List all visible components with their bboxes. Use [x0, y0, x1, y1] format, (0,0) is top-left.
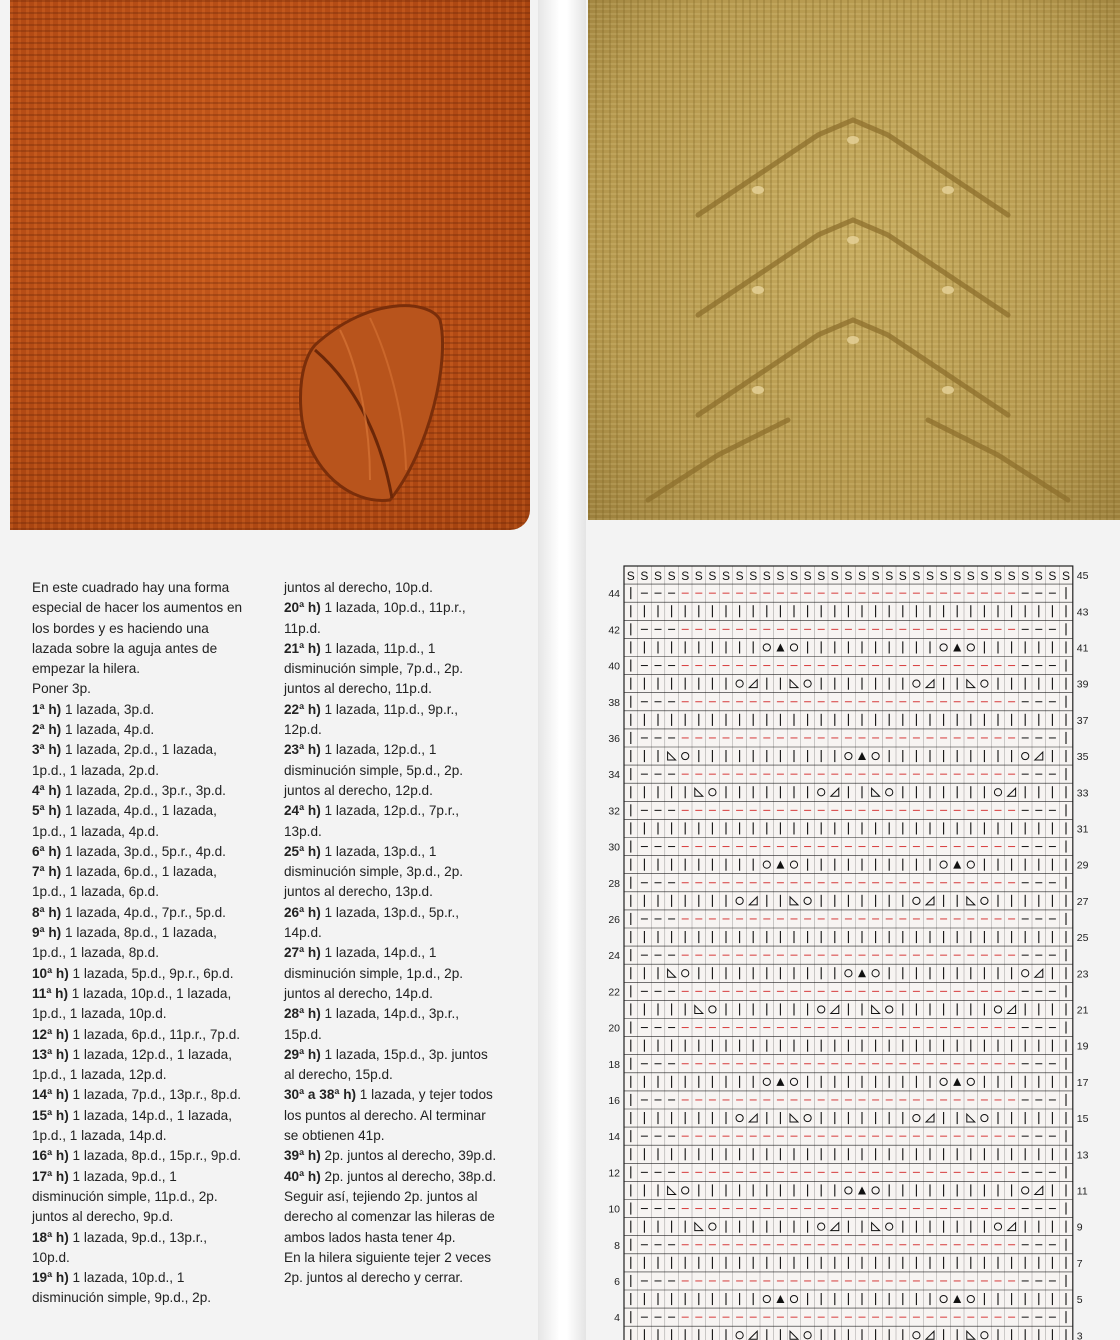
row-number: 15ª h) [32, 1107, 69, 1123]
instruction-line [32, 822, 272, 842]
instruction-text: al derecho, 15p.d. [284, 1067, 393, 1083]
instruction-line [284, 964, 536, 984]
instruction-line [284, 1248, 536, 1268]
border-stitch-symbol: S [912, 569, 921, 584]
instruction-line [32, 923, 272, 943]
row-label-left: 34 [608, 769, 620, 782]
instruction-line [284, 1187, 536, 1207]
row-label-left: 10 [608, 1203, 620, 1216]
row-number: 8ª h) [32, 904, 62, 920]
instruction-line [32, 679, 272, 699]
instruction-line [284, 781, 536, 801]
row-number: 3ª h) [32, 742, 62, 758]
border-stitch-symbol: S [1061, 569, 1071, 584]
border-stitch-symbol: S [721, 569, 731, 584]
border-stitch-symbol: S [898, 569, 907, 584]
row-number: 11ª h) [32, 985, 69, 1001]
instruction-line [32, 882, 272, 902]
instruction-line [32, 862, 272, 882]
instruction-text: juntos al derecho, 14p.d. [284, 985, 433, 1001]
row-number: 40ª h) [284, 1168, 321, 1184]
row-label-right: 15 [1076, 1113, 1089, 1126]
instruction-text: 1p.d., 1 lazada, 6p.d. [32, 884, 159, 900]
instruction-line [284, 740, 536, 760]
row-label-left: 32 [608, 805, 620, 818]
row-number: 20ª h) [284, 600, 321, 616]
instruction-text: 1 lazada, 8p.d., 1 lazada, [61, 925, 217, 941]
instruction-line [32, 1228, 272, 1248]
row-label-left: 36 [608, 732, 620, 745]
row-label-left: 16 [608, 1094, 620, 1107]
row-label-right: 43 [1076, 606, 1089, 619]
instruction-text: 13p.d. [284, 823, 322, 839]
row-label-left: 18 [608, 1058, 620, 1071]
instruction-text: 1 lazada, 2p.d., 1 lazada, [61, 742, 217, 758]
instruction-line [32, 598, 272, 618]
instruction-line [32, 943, 272, 963]
instruction-line [284, 1126, 536, 1146]
instruction-line [284, 882, 536, 902]
instruction-line [32, 740, 272, 760]
row-label-right: 27 [1076, 895, 1089, 908]
knitting-chart [586, 0, 1120, 1340]
row-label-right: 39 [1076, 678, 1089, 691]
row-number: 13ª h) [32, 1046, 69, 1062]
instructions-column-1 [32, 578, 272, 1309]
instruction-text: juntos al derecho, 13p.d. [284, 884, 433, 900]
instruction-text: 10p.d. [32, 1249, 70, 1265]
instruction-text: 1p.d., 1 lazada, 8p.d. [32, 945, 159, 961]
row-number: 9ª h) [32, 925, 62, 941]
row-label-right: 5 [1076, 1294, 1083, 1307]
row-label-right: 29 [1076, 859, 1089, 872]
instruction-line [284, 1106, 536, 1126]
instruction-line [284, 1207, 536, 1227]
row-label-right: 37 [1076, 714, 1089, 727]
row-label-right: 11 [1076, 1185, 1088, 1198]
border-stitch-symbol: S [939, 569, 948, 584]
instruction-line [32, 1085, 272, 1105]
instruction-text: 1 lazada, 9p.d., 13p.r., [68, 1229, 208, 1245]
instruction-text: empezar la hilera. [32, 661, 141, 677]
instruction-line [284, 639, 536, 659]
instruction-text: 1 lazada, 4p.d. [61, 722, 155, 738]
row-number: 28ª h) [284, 1006, 321, 1022]
instruction-line [284, 619, 536, 639]
row-label-left: 38 [608, 696, 620, 709]
row-number: 12ª h) [32, 1026, 69, 1042]
row-number: 10ª h) [32, 965, 69, 981]
instruction-line [32, 1065, 272, 1085]
instruction-line [32, 1146, 272, 1166]
instruction-line [284, 903, 536, 923]
instruction-text: 1 lazada, 11p.d., 9p.r., [320, 701, 459, 717]
instruction-text: 1 lazada, 10p.d., 11p.r., [320, 600, 466, 616]
row-number: 18ª h) [32, 1229, 69, 1245]
row-number: 27ª h) [284, 945, 321, 961]
instruction-line [32, 761, 272, 781]
instruction-text: 1p.d., 1 lazada, 2p.d. [32, 762, 159, 778]
row-label-right: 9 [1076, 1221, 1083, 1234]
instruction-text: disminución simple, 9p.d., 2p. [32, 1290, 212, 1306]
instruction-text: 1p.d., 1 lazada, 4p.d. [32, 823, 159, 839]
border-stitch-symbol: S [681, 569, 690, 584]
row-number: 22ª h) [284, 701, 321, 717]
row-label-left: 22 [608, 986, 620, 999]
border-stitch-symbol: S [925, 569, 935, 584]
instruction-line [284, 984, 536, 1004]
instruction-line [284, 720, 536, 740]
instruction-text: 1 lazada, y tejer todos [356, 1087, 493, 1103]
instruction-line [284, 1167, 536, 1187]
row-label-left: 44 [608, 588, 620, 601]
instruction-line [32, 659, 272, 679]
instruction-text: los bordes y es haciendo una [32, 620, 209, 636]
row-number: 26ª h) [284, 904, 321, 920]
instruction-text: 1 lazada, 14p.d., 3p.r., [320, 1006, 460, 1022]
instruction-line [32, 720, 272, 740]
instruction-text: 1 lazada, 6p.d., 1 lazada, [61, 864, 217, 880]
row-label-right: 35 [1076, 751, 1089, 764]
instruction-text: derecho al comenzar las hileras de [284, 1209, 495, 1225]
row-label-right: 13 [1076, 1149, 1089, 1162]
instruction-text: 1 lazada, 9p.d., 1 [68, 1168, 177, 1184]
instruction-text: 2p. juntos al derecho, 39p.d. [320, 1148, 497, 1164]
row-number: 29ª h) [284, 1046, 321, 1062]
border-stitch-symbol: S [857, 569, 867, 584]
border-stitch-symbol: S [844, 569, 853, 584]
instruction-line [32, 1167, 272, 1187]
instruction-text: 1 lazada, 15p.d., 3p. juntos [320, 1046, 488, 1062]
row-label-left: 28 [608, 877, 620, 890]
instruction-text: En este cuadrado hay una forma [32, 580, 230, 595]
instruction-line [284, 679, 536, 699]
row-number: 2ª h) [32, 722, 62, 738]
instruction-text: 1 lazada, 12p.d., 1 [320, 742, 437, 758]
border-stitch-symbol: S [789, 569, 799, 584]
instruction-text: Poner 3p. [32, 681, 91, 697]
row-number: 4ª h) [32, 782, 62, 798]
border-stitch-symbol: S [817, 569, 826, 584]
row-label-left: 40 [608, 660, 620, 673]
row-number: 6ª h) [32, 843, 62, 859]
instruction-text: 1 lazada, 14p.d., 1 [320, 945, 437, 961]
instruction-text: 1 lazada, 4p.d., 7p.r., 5p.d. [61, 904, 226, 920]
instruction-line [32, 781, 272, 801]
instruction-line [284, 862, 536, 882]
border-stitch-symbol: S [1021, 569, 1030, 584]
instruction-text: juntos al derecho, 12p.d. [284, 782, 433, 798]
row-number: 24ª h) [284, 803, 321, 819]
instruction-line [284, 842, 536, 862]
instruction-text: 12p.d. [284, 722, 322, 738]
instruction-line [284, 822, 536, 842]
instruction-line [284, 1228, 536, 1248]
border-stitch-symbol: S [694, 569, 703, 584]
border-stitch-symbol: S [803, 569, 812, 584]
row-number: 17ª h) [32, 1168, 69, 1184]
border-stitch-symbol: S [667, 569, 676, 584]
row-label-left: 30 [608, 841, 620, 854]
instruction-text: 1 lazada, 12p.d., 1 lazada, [68, 1046, 233, 1062]
row-label-right: 41 [1076, 642, 1089, 655]
instruction-text: 1 lazada, 14p.d., 1 lazada, [68, 1107, 233, 1123]
border-stitch-symbol: S [776, 569, 785, 584]
instruction-text: juntos al derecho, 11p.d. [284, 681, 432, 697]
row-label-left: 24 [608, 950, 620, 963]
instruction-text: 1 lazada, 12p.d., 7p.r., [320, 803, 460, 819]
row-label-left: 6 [614, 1275, 620, 1288]
instruction-text: los puntos al derecho. Al terminar [284, 1107, 486, 1123]
instruction-text: 1 lazada, 8p.d., 15p.r., 9p.d. [68, 1148, 242, 1164]
border-stitch-symbol: S [1048, 569, 1057, 584]
row-label-right: 45 [1076, 570, 1089, 583]
instruction-text: disminución simple, 5p.d., 2p. [284, 762, 464, 778]
instruction-line [284, 1045, 536, 1065]
row-label-right: 21 [1076, 1004, 1089, 1017]
instruction-text: 1p.d., 1 lazada, 10p.d. [32, 1006, 167, 1022]
row-number: 1ª h) [32, 701, 62, 717]
instruction-line [32, 1045, 272, 1065]
border-stitch-symbol: S [708, 569, 717, 584]
row-label-left: 26 [608, 913, 620, 926]
row-number: 19ª h) [32, 1270, 69, 1286]
instruction-line [32, 842, 272, 862]
instruction-line [284, 598, 536, 618]
instruction-text: En la hilera siguiente tejer 2 veces [284, 1249, 492, 1265]
book-gutter [538, 0, 586, 1340]
row-label-left: 8 [614, 1239, 620, 1252]
instruction-text: juntos al derecho, 10p.d. [284, 580, 433, 595]
instruction-line [32, 619, 272, 639]
instruction-text: 1 lazada, 11p.d., 1 [320, 640, 436, 656]
row-label-left: 14 [608, 1131, 620, 1144]
border-stitch-symbol: S [762, 569, 771, 584]
row-number: 7ª h) [32, 864, 62, 880]
right-page [586, 0, 1120, 1340]
instructions-column-2 [284, 578, 536, 1288]
instruction-text: 1 lazada, 13p.d., 5p.r., [320, 904, 460, 920]
row-label-right: 33 [1076, 787, 1089, 800]
row-label-left: 12 [608, 1167, 620, 1180]
row-label-right: 31 [1076, 823, 1089, 836]
instruction-text: 1 lazada, 5p.d., 9p.r., 6p.d. [68, 965, 234, 981]
instruction-text: disminución simple, 1p.d., 2p. [284, 965, 464, 981]
border-stitch-symbol: S [626, 569, 635, 584]
row-label-right: 3 [1076, 1330, 1083, 1340]
instruction-line [32, 964, 272, 984]
instruction-line [284, 761, 536, 781]
instruction-line [284, 659, 536, 679]
instruction-text: 1 lazada, 7p.d., 13p.r., 8p.d. [68, 1087, 242, 1103]
row-label-left: 20 [608, 1022, 620, 1035]
instruction-line [32, 700, 272, 720]
instruction-text: disminución simple, 3p.d., 2p. [284, 864, 464, 880]
border-stitch-symbol: S [993, 569, 1003, 584]
instruction-line [284, 1146, 536, 1166]
border-stitch-symbol: S [1034, 569, 1043, 584]
row-label-right: 25 [1076, 932, 1089, 945]
row-label-left: 42 [608, 624, 620, 637]
border-stitch-symbol: S [749, 569, 758, 584]
instruction-line [32, 1248, 272, 1268]
row-number: 23ª h) [284, 742, 321, 758]
instruction-line [32, 1025, 272, 1045]
instruction-line [32, 1268, 272, 1288]
border-stitch-symbol: S [830, 569, 839, 584]
orange-knit-square-photo [10, 0, 530, 530]
instruction-text: 14p.d. [284, 925, 322, 941]
instruction-text: 11p.d. [284, 620, 321, 636]
row-number: 14ª h) [32, 1087, 69, 1103]
instruction-line [32, 578, 272, 598]
instruction-text: especial de hacer los aumentos en [32, 600, 243, 616]
instruction-line [284, 1268, 536, 1288]
border-stitch-symbol: S [953, 569, 962, 584]
instruction-line [284, 801, 536, 821]
instruction-text: 1 lazada, 13p.d., 1 [320, 843, 437, 859]
instruction-text: Seguir así, tejiendo 2p. juntos al [284, 1188, 478, 1204]
instruction-text: 1 lazada, 2p.d., 3p.r., 3p.d. [61, 782, 226, 798]
row-number: 39ª h) [284, 1148, 321, 1164]
row-number: 21ª h) [284, 640, 321, 656]
row-label-right: 7 [1076, 1257, 1083, 1270]
instruction-line [284, 700, 536, 720]
instruction-text: 1p.d., 1 lazada, 12p.d. [32, 1067, 167, 1083]
instruction-text: juntos al derecho, 9p.d. [32, 1209, 174, 1225]
instruction-line [284, 1004, 536, 1024]
instruction-line [32, 1004, 272, 1024]
instruction-line [284, 1065, 536, 1085]
border-stitch-symbol: S [966, 569, 975, 584]
border-stitch-symbol: S [980, 569, 989, 584]
instruction-text: 2p. juntos al derecho, 38p.d. [320, 1168, 497, 1184]
row-label-right: 17 [1076, 1076, 1089, 1089]
instruction-line [32, 1126, 272, 1146]
instruction-text: 1 lazada, 10p.d., 1 lazada, [68, 985, 232, 1001]
instruction-text: disminución simple, 7p.d., 2p. [284, 661, 464, 677]
instruction-text: 1 lazada, 3p.d., 5p.r., 4p.d. [61, 843, 226, 859]
row-number: 30ª a 38ª h) [284, 1087, 357, 1103]
instruction-text: ambos lados hasta tener 4p. [284, 1229, 456, 1245]
border-stitch-symbol: S [735, 569, 744, 584]
row-label-left: 4 [614, 1312, 620, 1325]
instruction-line [284, 1085, 536, 1105]
instruction-line [284, 578, 536, 598]
instruction-line [32, 1207, 272, 1227]
instruction-line [32, 1288, 272, 1308]
row-label-right: 19 [1076, 1040, 1089, 1053]
left-page [0, 0, 538, 1340]
instruction-line [284, 1025, 536, 1045]
instruction-line [32, 903, 272, 923]
instruction-text: lazada sobre la aguja antes de [32, 640, 218, 656]
instruction-line [284, 923, 536, 943]
knit-leaf-illustration [10, 0, 530, 530]
instruction-text: 1 lazada, 6p.d., 11p.r., 7p.d. [68, 1026, 241, 1042]
instruction-line [32, 1106, 272, 1126]
border-stitch-symbol: S [640, 569, 649, 584]
border-stitch-symbol: S [653, 569, 663, 584]
border-stitch-symbol: S [1007, 569, 1016, 584]
row-number: 25ª h) [284, 843, 321, 859]
instruction-text: 15p.d. [284, 1026, 322, 1042]
instruction-text: 1 lazada, 10p.d., 1 [68, 1270, 185, 1286]
instruction-line [284, 943, 536, 963]
border-stitch-symbol: S [871, 569, 880, 584]
row-number: 16ª h) [32, 1148, 69, 1164]
instruction-text: 1 lazada, 4p.d., 1 lazada, [61, 803, 217, 819]
instruction-line [32, 639, 272, 659]
row-number: 5ª h) [32, 803, 62, 819]
instruction-text: 2p. juntos al derecho y cerrar. [284, 1270, 464, 1286]
instruction-text: 1p.d., 1 lazada, 14p.d. [32, 1128, 167, 1144]
instruction-text: se obtienen 41p. [284, 1128, 385, 1144]
instruction-text: disminución simple, 11p.d., 2p. [32, 1188, 218, 1204]
instruction-text: 1 lazada, 3p.d. [61, 701, 155, 717]
instruction-line [32, 801, 272, 821]
instruction-line [32, 984, 272, 1004]
border-stitch-symbol: S [885, 569, 894, 584]
row-label-right: 23 [1076, 968, 1089, 981]
instruction-line [32, 1187, 272, 1207]
